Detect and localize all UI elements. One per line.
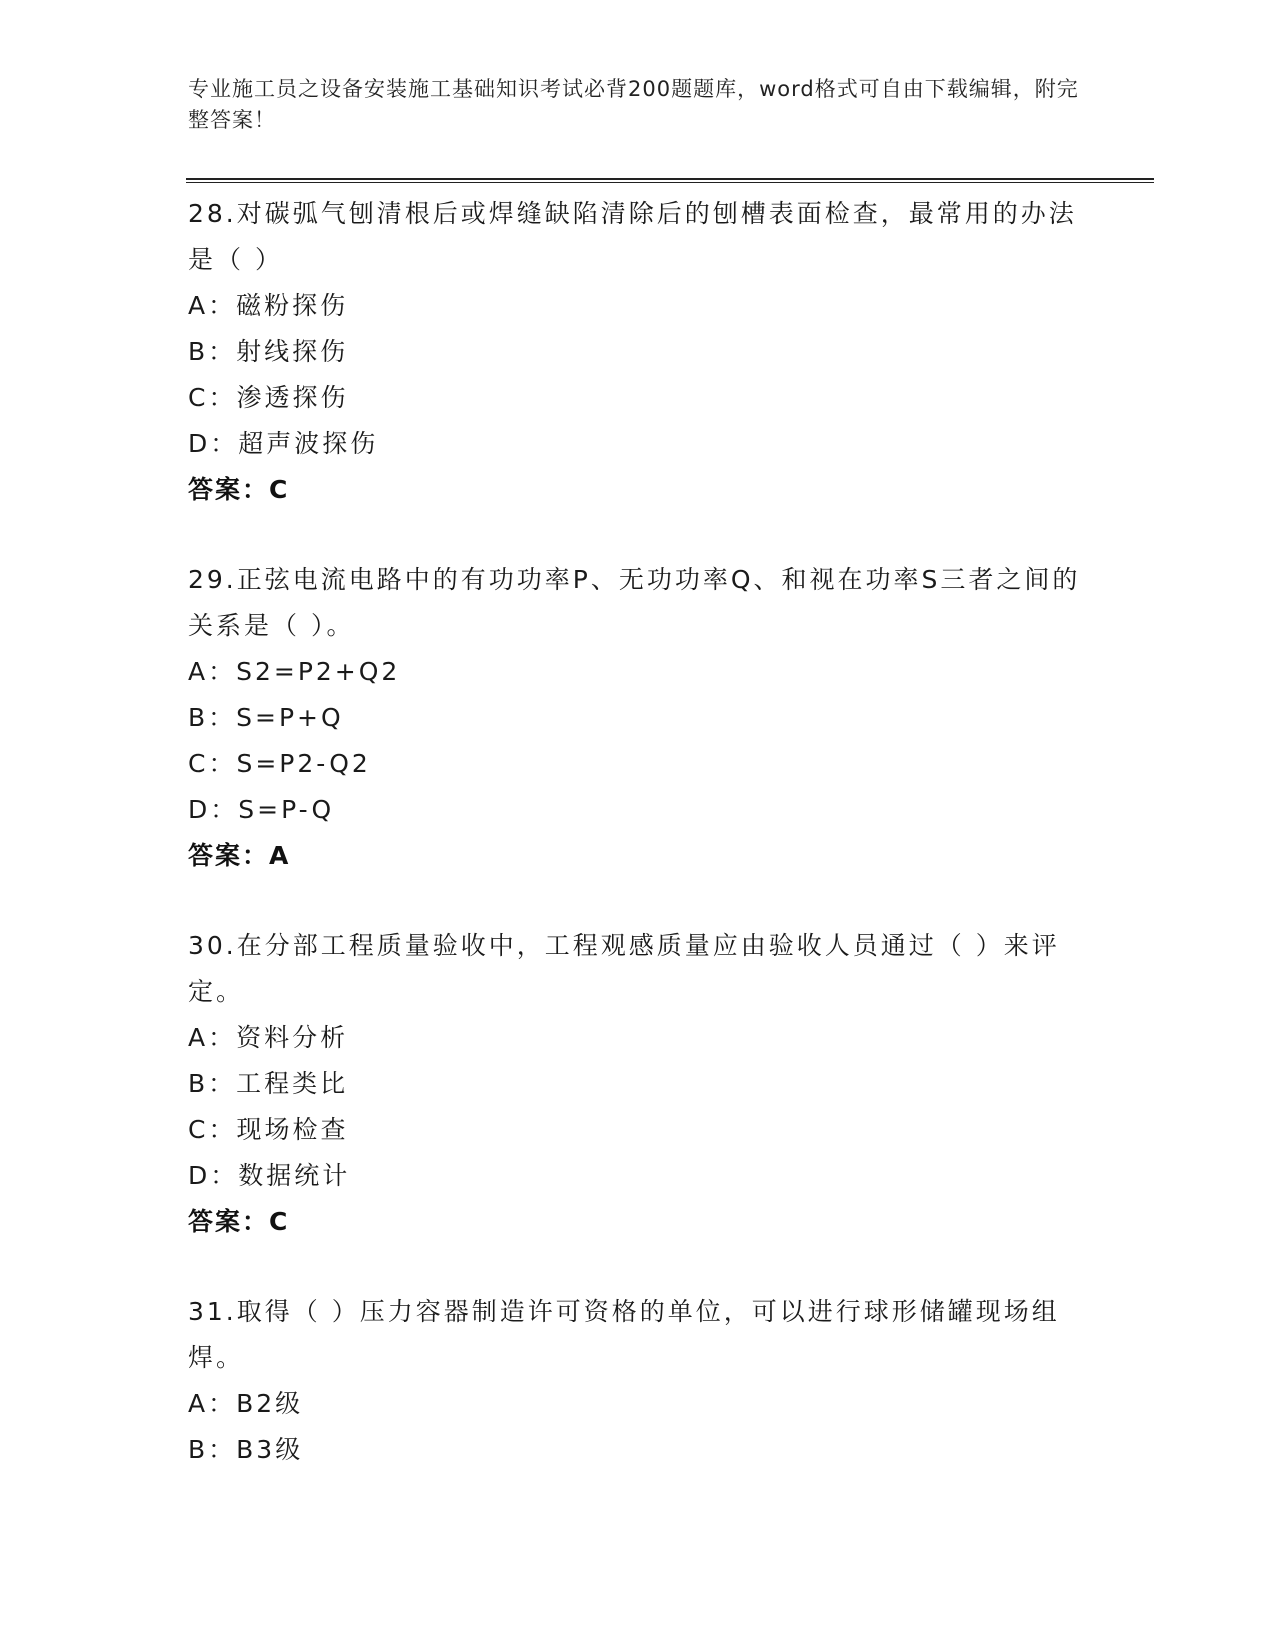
option-a: A：磁粉探伤 <box>188 291 349 320</box>
document-title: 专业施工员之设备安装施工基础知识考试必背200题题库，word格式可自由下载编辑，附完整答案！ <box>188 77 1079 132</box>
answer-label: 答案：A <box>188 841 291 870</box>
question-28 <box>188 191 1088 513</box>
document-header <box>188 74 1088 136</box>
question-stem: 31.取得（ ）压力容器制造许可资格的单位，可以进行球形储罐现场组焊。 <box>188 1297 1060 1372</box>
answer-label: 答案：C <box>188 1207 290 1236</box>
option-c: C：渗透探伤 <box>188 383 349 412</box>
header-divider-thick <box>186 178 1154 180</box>
option-c: C：S=P2-Q2 <box>188 749 371 778</box>
question-31 <box>188 1289 1088 1473</box>
option-d: D：超声波探伤 <box>188 429 379 458</box>
option-b: B：工程类比 <box>188 1069 349 1098</box>
option-a: A：S2=P2+Q2 <box>188 657 401 686</box>
option-a: A：资料分析 <box>188 1023 349 1052</box>
option-d: D：S=P-Q <box>188 795 335 824</box>
question-stem: 28.对碳弧气刨清根后或焊缝缺陷清除后的刨槽表面检查，最常用的办法是（ ） <box>188 199 1077 274</box>
answer-label: 答案：C <box>188 475 290 504</box>
header-divider-thin <box>186 182 1154 183</box>
option-b: B：射线探伤 <box>188 337 349 366</box>
option-b: B：B3级 <box>188 1435 304 1464</box>
question-stem: 29.正弦电流电路中的有功功率P、无功功率Q、和视在功率S三者之间的关系是（ ）。 <box>188 565 1081 640</box>
question-stem: 30.在分部工程质量验收中，工程观感质量应由验收人员通过（ ）来评定。 <box>188 931 1060 1006</box>
question-list <box>188 191 1088 1517</box>
option-b: B：S=P+Q <box>188 703 344 732</box>
option-c: C：现场检查 <box>188 1115 349 1144</box>
question-29 <box>188 557 1088 879</box>
option-d: D：数据统计 <box>188 1161 351 1190</box>
option-a: A：B2级 <box>188 1389 304 1418</box>
question-30 <box>188 923 1088 1245</box>
